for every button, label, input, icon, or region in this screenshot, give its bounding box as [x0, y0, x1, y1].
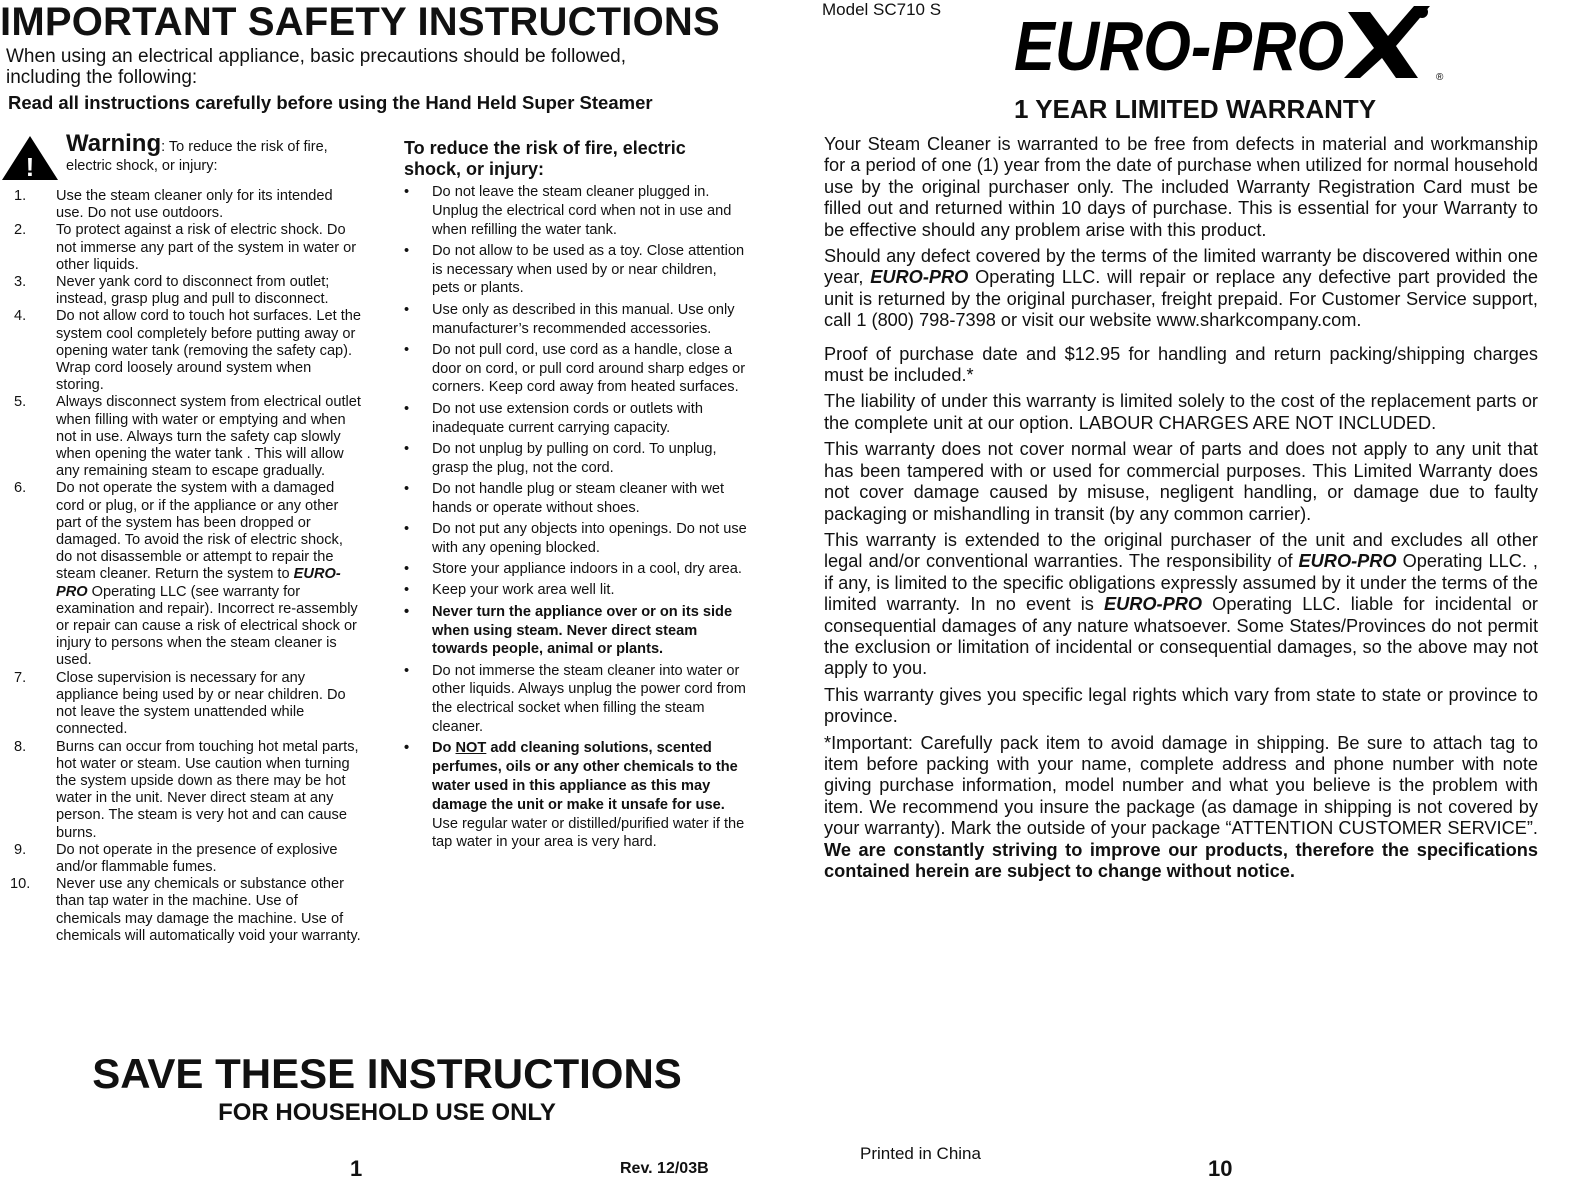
- euro-pro-logo: [1010, 2, 1442, 86]
- list-item: • Do not use extension cords or outlets with inadequate current carrying capacity.: [404, 400, 703, 436]
- numbered-safety-list: [10, 188, 362, 945]
- list-item: 1. Use the steam cleaner only for its intended use. Do not use outdoors.: [14, 188, 333, 222]
- brand-name: EURO-PRO: [870, 267, 969, 288]
- list-item: • Never turn the appliance over or on its side when using steam. Never direct steam towards people, animal or plants.: [404, 603, 733, 658]
- revision-label: Rev. 12/03B: [620, 1160, 709, 1177]
- warning-colon: :: [161, 139, 166, 155]
- brand-name: EURO-PRO: [56, 566, 341, 600]
- warranty-paragraph: *Important: Carefully pack item to avoid damage in shipping. Be sure to attach tag to item before packing with your name, complete address and phone number with note giving purchase information, model number and what you believe is the problem with item. We recommend you insure the package (as damage in shipping is not covered by your warranty). Mark the outside of your package “ATTENTION CUSTOMER SERVICE”. We are constantly striving to improve our products, therefore the specifications contained herein are subject to change without notice.: [824, 732, 1538, 881]
- list-item: • Do not put any objects into openings. Do not use with any opening blocked.: [404, 521, 747, 556]
- read-all-instructions: Read all instructions carefully before using the Hand Held Super Steamer: [8, 92, 653, 113]
- household-use-subtitle: FOR HOUSEHOLD USE ONLY: [218, 1099, 556, 1126]
- warranty-paragraph: Should any defect covered by the terms of the limited warranty be discovered within one year, EURO-PRO Operating LLC. will repair or replace any defective part provided the unit is returned by the original purchaser, freight prepaid. For Customer Service support, call 1 (800) 798-7398 or visit our website www.sharkcompany.com.: [824, 246, 1538, 331]
- bulleted-safety-list: [404, 183, 748, 855]
- list-item: • Use only as described in this manual. Use only manufacturer’s recommended accessories.: [404, 301, 735, 337]
- list-item: • Do not pull cord, use cord as a handle, close a door on cord, or pull cord around sharp edges or corners. Keep cord away from heated surfaces.: [404, 341, 746, 396]
- brand-name: EURO-PRO: [1104, 594, 1203, 615]
- list-item: • Do not immerse the steam cleaner into water or other liquids. Always unplug the power cord from the electrical socket when filling the steam cleaner.: [404, 662, 746, 736]
- list-item: 10. Never use any chemicals or substance other than tap water in the machine. Use of chemicals may damage the machine. Use of chemicals will automatically void your warranty.: [10, 876, 361, 944]
- list-item: • Do not unplug by pulling on cord. To unplug, grasp the plug, not the cord.: [404, 440, 717, 476]
- list-item: 2. To protect against a risk of electric shock. Do not immerse any part of the system in water or other liquids.: [14, 222, 357, 273]
- list-item: 9. Do not operate in the presence of explosive and/or flammable fumes.: [14, 841, 338, 875]
- list-item: 5. Always disconnect system from electrical outlet when filling with water or emptying and when not in use. Always turn the safety cap slowly when opening the water tank . This will allow any remaining steam to escape gradually.: [14, 394, 361, 480]
- specifications-notice: We are constantly striving to improve our products, therefore the specifications contained herein are subject to change without notice.: [824, 839, 1538, 881]
- warning-note: [66, 130, 366, 176]
- warning-label: Warning: [66, 130, 162, 157]
- warranty-body: [824, 134, 1538, 887]
- warranty-paragraph: Proof of purchase date and $12.95 for handling and return packing/shipping charges must be included.*: [824, 343, 1538, 386]
- model-number: Model SC710 S: [822, 0, 942, 19]
- warning-text: To reduce the risk of fire, electric shock, or injury:: [66, 139, 328, 174]
- list-item: 4. Do not allow cord to touch hot surfaces. Let the system cool completely before putting away or opening water tank (removing the safety cap). Wrap cord loosely around system when storing.: [14, 308, 362, 394]
- brand-name: EURO-PRO: [1298, 551, 1397, 572]
- warning-icon-mark: !: [25, 152, 35, 182]
- warranty-paragraph: Your Steam Cleaner is warranted to be free from defects in material and workmanship for a period of one (1) year from the date of purchase when utilized for normal household use by the original purchaser only. The included Warranty Registration Card must be filled out and returned within 10 days of purchase. This is essential for your Warranty to be effective should any problem arise with this product.: [824, 134, 1538, 240]
- list-item: 8. Burns can occur from touching hot metal parts, hot water or steam. Use caution when turning the system upside down as there may be hot water in the unit. Never direct steam at any person. The steam is very hot and can cause burns.: [14, 738, 359, 841]
- list-item: • Do NOT add cleaning solutions, scented perfumes, oils or any other chemicals to the water used in this appliance as this may damage the unit or make it unsafe for use. Use regular water or distilled/purified water if the tap water in your area is very hard.: [404, 740, 745, 851]
- page-number-left: 1: [350, 1156, 363, 1181]
- intro-line-1: When using an electrical appliance, basic precautions should be followed,: [6, 46, 626, 67]
- page-title: IMPORTANT SAFETY INSTRUCTIONS: [0, 0, 720, 44]
- warranty-title: 1 YEAR LIMITED WARRANTY: [1014, 94, 1377, 124]
- save-instructions-title: SAVE THESE INSTRUCTIONS: [92, 1050, 682, 1097]
- list-item: • Keep your work area well lit.: [404, 582, 615, 599]
- column-heading: To reduce the risk of fire, electric shock, or injury:: [404, 138, 686, 179]
- intro-line-2: including the following:: [6, 67, 198, 88]
- list-item: 3. Never yank cord to disconnect from outlet; instead, grasp plug and pull to disconnect.: [14, 274, 330, 308]
- list-item: • Do not leave the steam cleaner plugged in. Unplug the electrical cord when not in use and when refilling the water tank.: [404, 184, 732, 238]
- logo-x-mark-icon: [1344, 6, 1430, 78]
- list-item: • Do not allow to be used as a toy. Close attention is necessary when used by or near children, pets or plants.: [404, 242, 745, 297]
- warranty-paragraph: This warranty does not cover normal wear of parts and does not apply to any unit that has been tampered with or used for commercial purposes. This Limited Warranty does not cover damage caused by misuse, negligent handling, or damage due to faulty packaging or mishandling in transit (by any common carrier).: [824, 439, 1538, 524]
- list-item: 6. Do not operate the system with a damaged cord or plug, or if the appliance or any other part of the system has been dropped or damaged. To avoid the risk of electric shock, do not disassemble or attempt to repair the steam cleaner. Return the system to EURO-PRO Operating LLC (see warranty for examination and repair). Incorrect re-assembly or repair can cause a risk of electrical shock or injury to persons when the steam cleaner is used.: [14, 480, 358, 669]
- registered-mark: ®: [1436, 72, 1444, 83]
- printed-in-label: Printed in China: [860, 1144, 981, 1163]
- warranty-paragraph: The liability of under this warranty is limited solely to the cost of the replacement parts or the complete unit at our option. LABOUR CHARGES ARE NOT INCLUDED.: [824, 391, 1538, 433]
- list-item: 7. Close supervision is necessary for any appliance being used by or near children. Do not leave the system unattended while connected.: [14, 669, 346, 738]
- warranty-paragraph: This warranty is extended to the original purchaser of the unit and excludes all other legal and/or conventional warranties. The responsibility of EURO-PRO Operating LLC. , if any, is limited to the specific obligations expressly assumed by it under the terms of the limited warranty. In no event is EURO-PRO Operating LLC. liable for incidental or consequential damages of any nature whatsoever. Some States/Provinces do not permit the exclusion or limitation of incidental or consequential damages, so the above may not apply to you.: [824, 529, 1538, 679]
- warranty-paragraph: This warranty gives you specific legal rights which vary from state to state or province to province.: [824, 684, 1538, 727]
- intro-text: [6, 46, 766, 88]
- list-item: • Store your appliance indoors in a cool, dry area.: [404, 561, 742, 578]
- page-number-right: 10: [1208, 1156, 1233, 1181]
- warning-triangle-icon: [0, 134, 60, 182]
- logo-text: EURO-PRO: [1014, 7, 1344, 85]
- list-item: • Do not handle plug or steam cleaner with wet hands or operate without shoes.: [404, 480, 725, 516]
